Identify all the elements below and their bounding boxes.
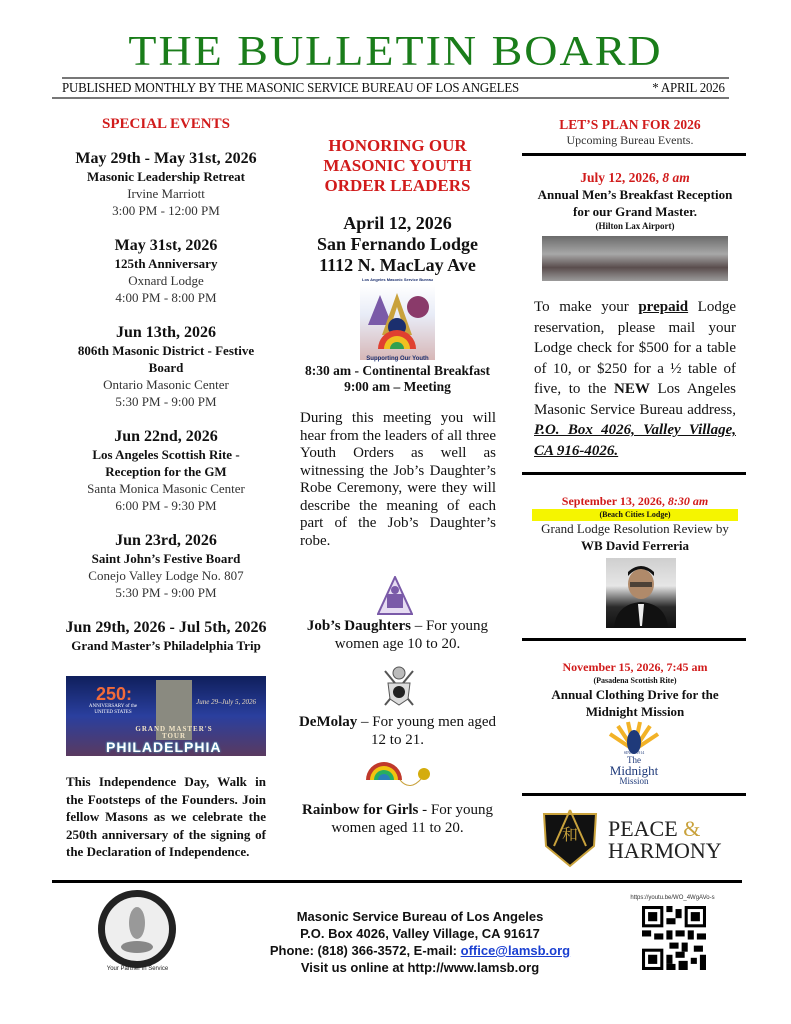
harmony-char: 和: [561, 827, 579, 844]
event-item: [56, 531, 276, 601]
midnight-mission-logo: [600, 720, 668, 790]
event-item: [56, 149, 276, 219]
prepaid-emphasis: prepaid: [638, 299, 689, 315]
header-rule-bottom: [52, 97, 729, 99]
divider: [522, 638, 746, 641]
youth-address: 1112 N. MacLay Ave: [319, 255, 476, 275]
email-link[interactable]: office@lamsb.org: [460, 943, 571, 958]
plan-event-breakfast: [520, 170, 750, 232]
event-date: Jun 23rd, 2026: [115, 532, 217, 549]
event-date: [520, 170, 750, 186]
youth-schedule: [295, 363, 500, 395]
reservation-text: [534, 297, 736, 461]
order-name: DeMolay: [298, 714, 358, 730]
event-time: 8:30 am: [667, 494, 709, 508]
plan-heading: LET’S PLAN FOR 2026: [559, 117, 701, 132]
order-sep: –: [357, 714, 373, 730]
event-venue: Irvine Marriott: [127, 186, 205, 201]
footer-address: P.O. Box 4026, Valley Village, CA 91617: [300, 926, 540, 941]
peace-harmony-text: [608, 818, 722, 862]
footer-web[interactable]: Visit us online at http://www.lamsb.org: [300, 960, 540, 975]
logo-the: The: [627, 755, 641, 765]
rainbow-girls-icon: [364, 758, 436, 794]
youth-heading: HONORING OUR MASONIC YOUTH ORDER LEADERS: [323, 136, 472, 195]
seal-figure-icon: [105, 897, 169, 961]
order-desc: For young women aged 11 to 20.: [331, 802, 493, 836]
image-city-text: PHILADELPHIA: [106, 739, 222, 755]
mailing-address: P.O. Box 4026, Valley Village, CA 916-4026.: [534, 422, 736, 459]
divider: [522, 153, 746, 156]
order-rainbow: [295, 801, 500, 837]
shield-icon: [540, 806, 600, 868]
masonic-emblem-icon: [360, 285, 435, 355]
plan-event-clothing: [520, 660, 750, 720]
event-venue: Ontario Masonic Center: [103, 377, 229, 392]
jobs-daughters-icon: [377, 576, 413, 616]
demolay-icon: [382, 665, 416, 709]
event-title: Grand Lodge Resolution Review by: [541, 521, 729, 536]
bureau-seal-logo: [98, 890, 176, 968]
event-title: Annual Clothing Drive for the Midnight Mission: [551, 687, 719, 719]
event-date: Jun 22nd, 2026: [114, 428, 218, 445]
publisher-text: PUBLISHED MONTHLY BY THE MASONIC SERVICE BUREAU OF LOS ANGELES: [62, 81, 520, 96]
order-desc: For young men aged 12 to 21.: [371, 714, 497, 748]
event-venue: Oxnard Lodge: [128, 273, 204, 288]
new-emphasis: NEW: [614, 381, 650, 397]
event-date: May 29th - May 31st, 2026: [75, 150, 257, 167]
event-time: 5:30 PM - 9:00 PM: [115, 585, 217, 600]
event-name: Saint John’s Festive Board: [91, 551, 241, 566]
event-date: Jun 13th, 2026: [115, 324, 217, 341]
person-icon: [606, 558, 676, 628]
event-date: November 15, 2026, 7:45 am: [562, 660, 708, 674]
event-time: 5:30 PM - 9:00 PM: [115, 394, 217, 409]
event-date-text: July 12, 2026,: [580, 170, 663, 185]
plan-header: [520, 117, 740, 148]
event-venue: (Hilton Lax Airport): [595, 221, 675, 231]
speaker-portrait: [606, 558, 676, 628]
event-time: 6:00 PM - 9:30 PM: [115, 498, 217, 513]
event-venue: Santa Monica Masonic Center: [87, 481, 245, 496]
event-title: Annual Men’s Breakfast Reception for our Grand Master.: [537, 187, 733, 219]
banquet-photo: [542, 236, 728, 281]
event-date: [520, 494, 750, 509]
issue-date: * APRIL 2026: [652, 81, 725, 96]
order-name: Rainbow for Girls: [302, 802, 419, 818]
seal-caption: Your Partner in Service: [106, 966, 169, 972]
logo-mission: Mission: [619, 776, 649, 786]
divider: [522, 472, 746, 475]
event-speaker: WB David Ferreria: [580, 538, 690, 553]
logo-since: SINCE 1914: [623, 750, 645, 755]
publisher-line: [62, 81, 729, 97]
special-events-heading: SPECIAL EVENTS: [102, 116, 230, 132]
event-name: 125th Anniversary: [114, 256, 218, 271]
divider: [522, 793, 746, 796]
youth-date: April 12, 2026: [343, 213, 452, 233]
event-date: May 31st, 2026: [114, 237, 218, 254]
order-demolay: [295, 713, 500, 749]
footer-phone-line: [250, 942, 590, 959]
qr-code-icon[interactable]: [642, 906, 706, 970]
footer-phone: Phone: (818) 366-3572, E-mail:: [269, 943, 461, 958]
order-name: Job’s Daughters: [306, 618, 411, 634]
footer-contact: [250, 908, 590, 976]
event-name: Grand Master’s Philadelphia Trip: [71, 638, 261, 653]
event-time: 8 am: [662, 170, 690, 185]
event-name: Los Angeles Scottish Rite - Reception for the GM: [92, 447, 240, 479]
footer-org: Masonic Service Bureau of Los Angeles: [296, 909, 544, 924]
schedule-meeting: 9:00 am – Meeting: [344, 379, 451, 394]
event-venue: Conejo Valley Lodge No. 807: [88, 568, 244, 583]
youth-description: During this meeting you will hear from the leaders of all three Youth Orders as well as witnessing the Job’s Daughter’s Robe Ceremony, were they will describe the meaning of each part of the Job’s Daughter’s robe.: [300, 410, 496, 549]
header-rule-top: [62, 77, 729, 79]
plan-subheading: Upcoming Bureau Events.: [566, 133, 694, 147]
event-item: [56, 236, 276, 306]
image-250-text: 250:: [96, 684, 133, 704]
peace-word: PEACE: [608, 816, 678, 841]
order-desc: For young women age 10 to 20.: [334, 618, 489, 652]
order-sep: –: [410, 618, 426, 634]
qr-url[interactable]: https://youtu.be/WO_4WgAVo-s: [630, 895, 715, 901]
event-venue-highlight: (Beach Cities Lodge): [532, 509, 738, 521]
independence-text: This Independence Day, Walk in the Footsteps of the Founders. Join fellow Masons as we celebrate the 250th anniversary of the signing of the Declaration of Independence.: [66, 774, 266, 859]
peace-harmony-emblem: [540, 806, 600, 868]
supporting-youth-logo: [360, 277, 435, 362]
event-name: 806th Masonic District - Festive Board: [77, 343, 255, 375]
newsletter-title: THE BULLETIN BOARD: [128, 27, 663, 74]
order-jobs-daughters: [295, 617, 500, 653]
image-tour-text: GRAND MASTER'S TOUR: [135, 725, 213, 740]
event-item: [56, 323, 276, 410]
event-name: Masonic Leadership Retreat: [87, 169, 245, 184]
logo-midnight: Midnight: [609, 763, 659, 778]
schedule-breakfast: 8:30 am - Continental Breakfast: [305, 363, 490, 378]
reservation-part: To make your: [534, 299, 639, 315]
philadelphia-tour-image: [66, 676, 266, 756]
event-venue: (Pasadena Scottish Rite): [593, 676, 677, 685]
youth-lodge: San Fernando Lodge: [316, 234, 479, 254]
reservation-part: Lodge reservation, please mail your Lodge check for $500 for a table of 10, or $250 for a ½ table of five, to the: [534, 299, 736, 397]
event-item: [56, 618, 276, 654]
event-date-text: September 13, 2026,: [561, 494, 668, 508]
ampersand: &: [683, 816, 701, 841]
event-date: Jun 29th, 2026 - Jul 5th, 2026: [65, 619, 267, 636]
special-events-column: [56, 116, 276, 654]
image-dates-text: June 29–July 5, 2026: [196, 698, 256, 706]
logo-bottom-text: Supporting Our Youth: [366, 356, 429, 362]
youth-column: [295, 136, 500, 276]
image-anniversary-text: ANNIVERSARY of the UNITED STATES: [88, 704, 138, 715]
order-sep: -: [418, 802, 431, 818]
footer-rule: [52, 880, 742, 883]
reservation-part: Los Angeles Masonic Service Bureau address,: [534, 381, 736, 418]
logo-top-text: Los Angeles Masonic Service Bureau: [362, 277, 433, 282]
event-time: 4:00 PM - 8:00 PM: [115, 290, 217, 305]
event-item: [56, 427, 276, 514]
plan-event-resolution: [520, 494, 750, 554]
harmony-word: HARMONY: [608, 838, 722, 863]
event-time: 3:00 PM - 12:00 PM: [112, 203, 220, 218]
